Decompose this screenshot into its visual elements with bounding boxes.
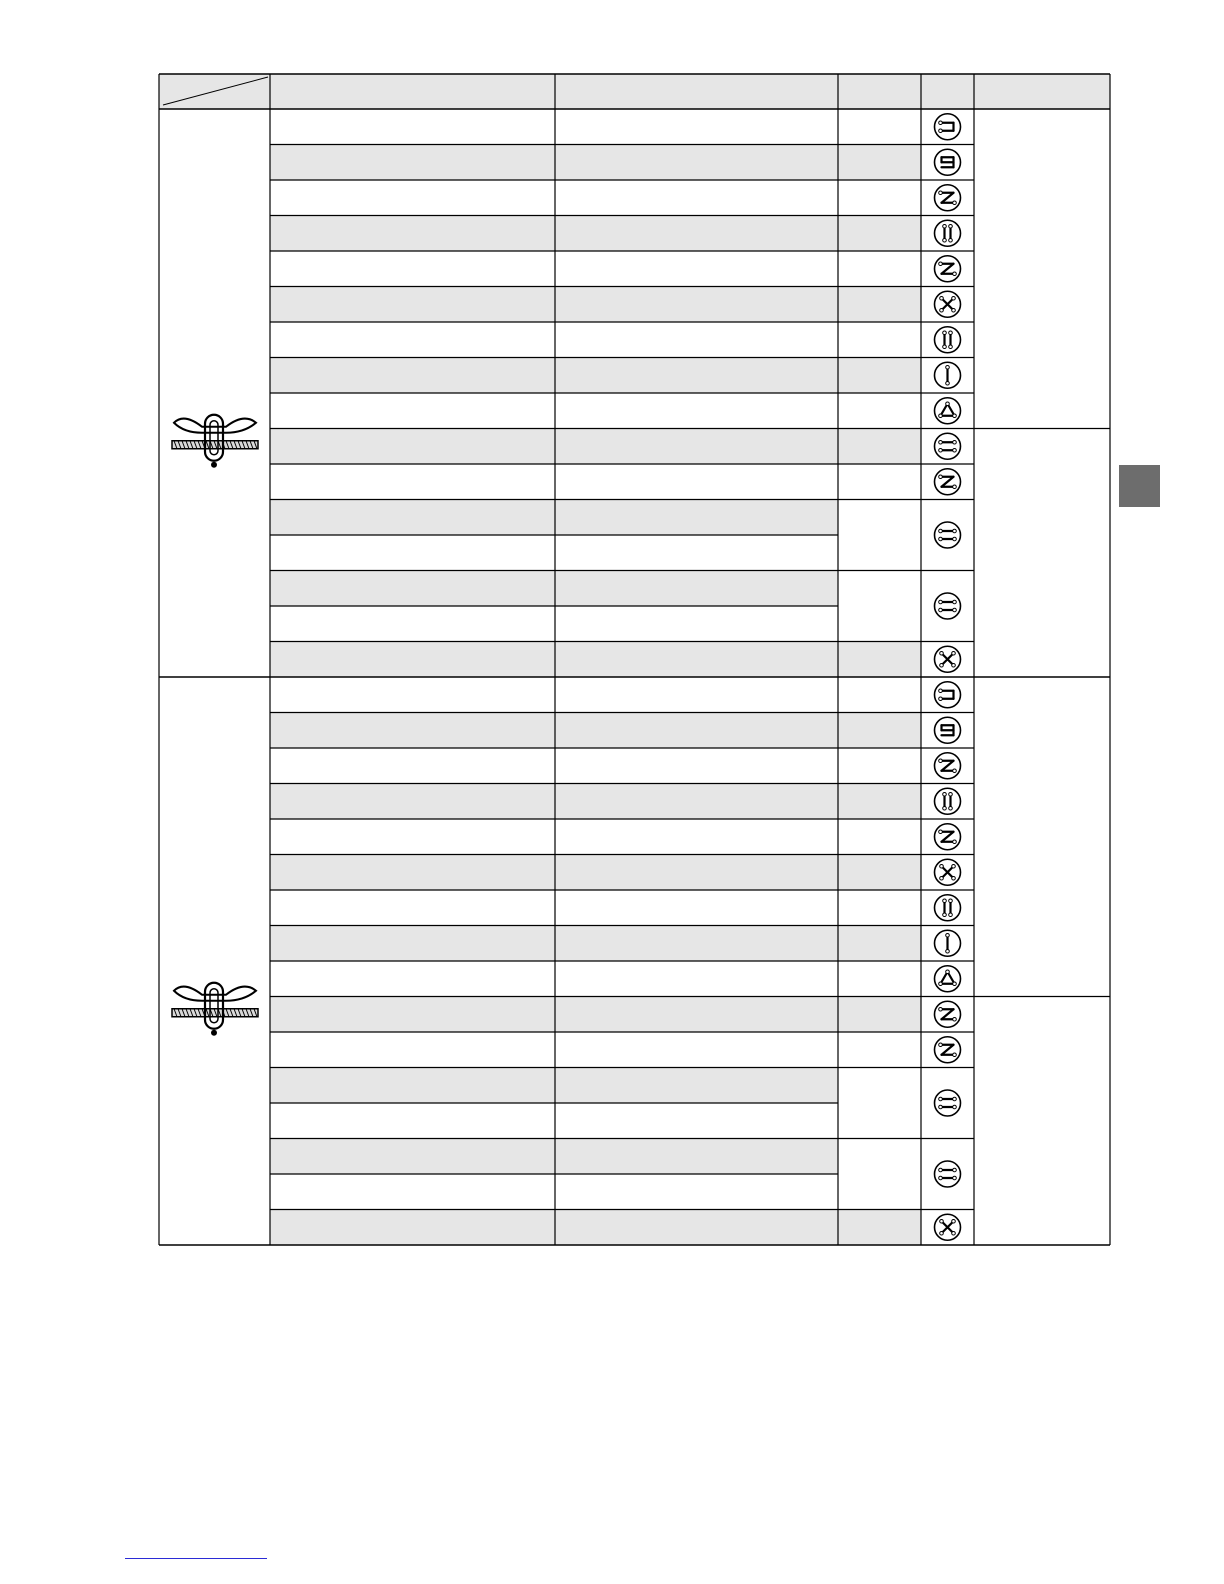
table-row-stripe	[838, 784, 921, 820]
stitch-point	[939, 448, 943, 452]
icon-ring	[935, 593, 961, 619]
table-row-stripe	[838, 429, 921, 465]
triangle-stitch-icon	[935, 398, 961, 424]
table-row-stripe	[270, 429, 838, 465]
icon-ring	[935, 433, 961, 459]
double-loop-stitch-icon	[935, 717, 961, 743]
stitch-point	[946, 381, 950, 385]
icon-ring	[935, 522, 961, 548]
stitch-point	[949, 899, 953, 903]
icon-ring	[935, 895, 961, 921]
stitch-point	[946, 402, 950, 406]
stitch-point	[939, 191, 943, 195]
stitch-point	[952, 1219, 956, 1223]
double-loop-stitch-icon	[935, 149, 961, 175]
stitch-point	[946, 365, 950, 369]
stitch-point	[939, 608, 943, 612]
stitch-point	[952, 308, 956, 312]
stitch-point	[940, 296, 944, 300]
two-bar-stitch-icon	[935, 433, 961, 459]
table-row-stripe	[270, 500, 838, 536]
stitch-point	[940, 1219, 944, 1223]
stitch-point	[939, 414, 943, 418]
stitch-point	[953, 414, 957, 418]
stitch-point	[940, 308, 944, 312]
stitch-point	[943, 224, 947, 228]
vertical-pair-stitch-icon	[935, 895, 961, 921]
table-row-stripe	[270, 642, 838, 678]
stitch-point	[953, 529, 957, 533]
stitch-point	[939, 440, 943, 444]
stitch-point	[939, 982, 943, 986]
stitch-point	[943, 899, 947, 903]
icon-ring	[935, 788, 961, 814]
stitch-point	[953, 1097, 957, 1101]
triangle-stitch-icon	[935, 966, 961, 992]
stitch-point	[939, 537, 943, 541]
two-bar-stitch-icon	[935, 593, 961, 619]
table-row-stripe	[838, 713, 921, 749]
stitch-point	[953, 485, 957, 489]
table-row-stripe	[270, 145, 838, 181]
icon-ring	[935, 682, 961, 708]
ring-on-bar-figure	[172, 983, 258, 1036]
table-row-stripe	[838, 642, 921, 678]
stitch-point	[953, 272, 957, 276]
two-bar-stitch-icon	[935, 1090, 961, 1116]
stitch-point	[943, 806, 947, 810]
stitch-point	[953, 201, 957, 205]
stitch-point	[939, 689, 943, 693]
table-row-stripe	[838, 287, 921, 323]
stitch-point	[953, 448, 957, 452]
z-stitch-icon	[935, 1037, 961, 1063]
icon-ring	[935, 1090, 961, 1116]
vertical-pair-stitch-icon	[935, 788, 961, 814]
stitch-point	[953, 1053, 957, 1057]
table-row-stripe	[270, 855, 838, 891]
stitch-point	[953, 1168, 957, 1172]
stitch-point	[946, 933, 950, 937]
stitch-point	[939, 1176, 943, 1180]
cross-stitch-icon	[935, 1214, 961, 1240]
stitch-point	[949, 806, 953, 810]
stitch-point	[939, 129, 943, 133]
stitch-point	[953, 440, 957, 444]
figure-knob	[211, 462, 217, 468]
stitch-point	[946, 949, 950, 953]
table-row-stripe	[838, 1210, 921, 1246]
stitch-point	[940, 876, 944, 880]
table-row-stripe	[838, 500, 921, 571]
table-row-stripe	[270, 287, 838, 323]
table-row-stripe	[270, 997, 838, 1033]
table-row-stripe	[838, 997, 921, 1033]
table-row-stripe	[838, 926, 921, 962]
stitch-point	[939, 759, 943, 763]
table-row-stripe	[838, 216, 921, 252]
icon-ring	[935, 114, 961, 140]
vertical-pair-stitch-icon	[935, 327, 961, 353]
stitch-point	[943, 913, 947, 917]
z-stitch-icon	[935, 753, 961, 779]
table-row-stripe	[270, 784, 838, 820]
icon-ring	[935, 220, 961, 246]
table-row-stripe	[838, 358, 921, 394]
stitch-point	[952, 864, 956, 868]
stitch-point	[939, 475, 943, 479]
stitch-point	[949, 238, 953, 242]
table-row-stripe	[270, 926, 838, 962]
z-stitch-icon	[935, 185, 961, 211]
stitch-point	[939, 529, 943, 533]
stitch-point	[953, 1017, 957, 1021]
stitch-point	[940, 1231, 944, 1235]
stitch-point	[949, 913, 953, 917]
stitch-point	[953, 1176, 957, 1180]
table-row-stripe	[838, 1139, 921, 1210]
stitch-point	[953, 600, 957, 604]
stitch-point	[953, 608, 957, 612]
table-row-stripe	[270, 571, 838, 607]
cross-stitch-icon	[935, 291, 961, 317]
stitch-point	[953, 1105, 957, 1109]
table-row-stripe	[838, 1068, 921, 1139]
stitch-point	[939, 830, 943, 834]
vertical-pair-stitch-icon	[935, 220, 961, 246]
table-row-stripe	[270, 216, 838, 252]
stitch-point	[940, 864, 944, 868]
table-row-stripe	[270, 1210, 838, 1246]
single-vertical-stitch-icon	[935, 930, 961, 956]
stitch-point	[943, 331, 947, 335]
stitch-point	[953, 840, 957, 844]
cross-stitch-icon	[935, 646, 961, 672]
table-row-stripe	[270, 713, 838, 749]
cross-stitch-icon	[935, 859, 961, 885]
stitch-point	[943, 345, 947, 349]
stitch-point	[952, 651, 956, 655]
parallel-loops-stitch-icon	[935, 682, 961, 708]
stitch-point	[949, 792, 953, 796]
stitch-point	[943, 792, 947, 796]
ring-on-bar-figure	[172, 415, 258, 468]
stitch-point	[952, 1231, 956, 1235]
stitch-point	[940, 651, 944, 655]
stitch-point	[939, 1168, 943, 1172]
table-header-background	[159, 74, 1110, 109]
stitch-point	[952, 296, 956, 300]
parallel-loops-stitch-icon	[935, 114, 961, 140]
two-bar-stitch-icon	[935, 1161, 961, 1187]
z-stitch-icon	[935, 1001, 961, 1027]
figure-ring-outer	[205, 983, 223, 1029]
table-row-stripe	[838, 145, 921, 181]
stitch-point	[953, 537, 957, 541]
table-row-stripe	[270, 358, 838, 394]
chapter-side-tab	[1119, 465, 1160, 507]
figure-knob	[211, 1030, 217, 1036]
stitch-point	[939, 1105, 943, 1109]
single-vertical-stitch-icon	[935, 362, 961, 388]
stitch-point	[939, 1043, 943, 1047]
stitch-point	[939, 697, 943, 701]
stitch-point	[946, 970, 950, 974]
stitch-point	[953, 769, 957, 773]
z-stitch-icon	[935, 824, 961, 850]
stitch-point	[940, 663, 944, 667]
icon-ring	[935, 327, 961, 353]
stitch-point	[952, 876, 956, 880]
table-row-stripe	[838, 571, 921, 642]
stitch-point	[953, 982, 957, 986]
stitch-point	[939, 600, 943, 604]
two-bar-stitch-icon	[935, 522, 961, 548]
table-row-stripe	[838, 855, 921, 891]
stitch-point	[943, 238, 947, 242]
stitch-point	[939, 121, 943, 125]
footnote-separator	[125, 1558, 267, 1559]
stitch-point	[952, 663, 956, 667]
stitch-point	[949, 224, 953, 228]
stitch-point	[939, 262, 943, 266]
z-stitch-icon	[935, 469, 961, 495]
stitch-point	[939, 1007, 943, 1011]
figure-ring-outer	[205, 415, 223, 461]
stitch-point	[949, 345, 953, 349]
table-row-stripe	[270, 1139, 838, 1175]
icon-ring	[935, 1161, 961, 1187]
stitch-point	[949, 331, 953, 335]
z-stitch-icon	[935, 256, 961, 282]
stitch-point	[939, 1097, 943, 1101]
table-row-stripe	[270, 1068, 838, 1104]
